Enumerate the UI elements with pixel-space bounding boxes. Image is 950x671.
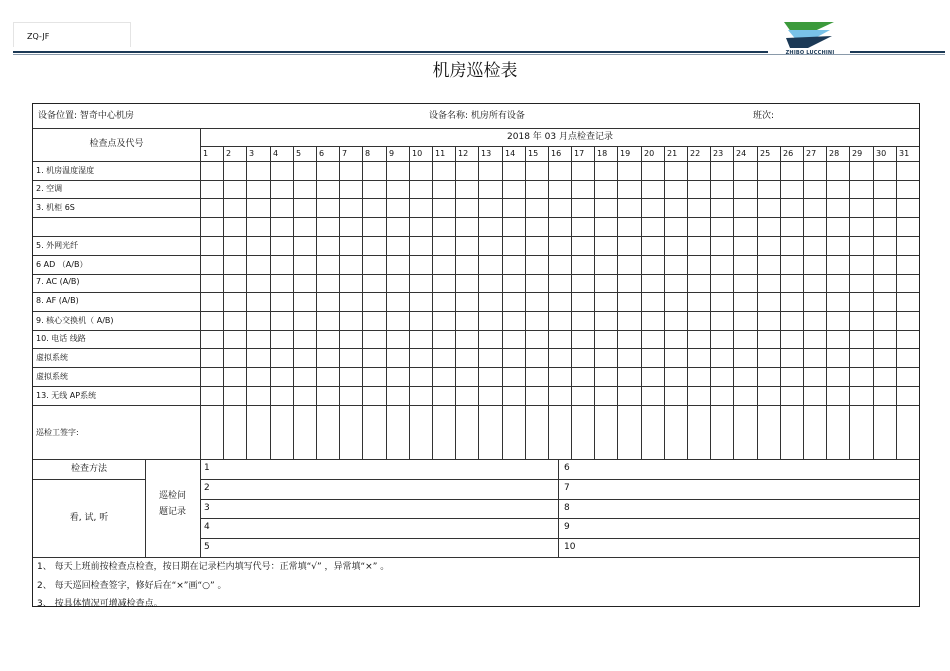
checkpoint-column-divider — [200, 128, 201, 459]
inspection-table — [32, 103, 920, 607]
day-column-line — [455, 146, 456, 459]
day-header: 2 — [226, 149, 232, 158]
record-number: 8 — [564, 503, 570, 513]
record-row-line — [200, 518, 919, 519]
day-column-line — [409, 146, 410, 459]
method-column-divider — [145, 459, 146, 557]
day-column-line — [780, 146, 781, 459]
day-header: 10 — [412, 149, 423, 158]
note-3: 3、 按具体情况可增减检查点。 — [37, 599, 163, 609]
day-header: 20 — [644, 149, 655, 158]
day-column-line — [617, 146, 618, 459]
record-number: 2 — [204, 483, 210, 493]
day-header: 7 — [342, 149, 348, 158]
day-column-line — [386, 146, 387, 459]
method-header: 检查方法 — [70, 464, 107, 474]
day-column-line — [525, 146, 526, 459]
record-number: 3 — [204, 503, 210, 513]
info-row-divider — [33, 128, 919, 129]
day-column-line — [687, 146, 688, 459]
grid-row-line — [33, 311, 919, 312]
day-header: 19 — [620, 149, 631, 158]
day-header: 15 — [528, 149, 539, 158]
day-header: 22 — [690, 149, 701, 158]
day-column-line — [293, 146, 294, 459]
month-title: 2018 年 03 月点检查记录 — [507, 132, 613, 142]
checkpoint-row-label: 虚拟系统 — [36, 353, 68, 362]
grid-row-line — [33, 255, 919, 256]
grid-row-line — [33, 292, 919, 293]
day-column-line — [896, 146, 897, 459]
checkpoint-row-label: 8. AF (A/B) — [36, 296, 79, 305]
checkpoint-row-label: 5. 外网光纤 — [36, 241, 79, 250]
record-number: 7 — [564, 483, 570, 493]
day-header: 27 — [806, 149, 817, 158]
day-header: 21 — [667, 149, 678, 158]
day-header: 28 — [829, 149, 840, 158]
note-2: 2、 每天巡回检查签字，修好后在“×”画“○” 。 — [37, 581, 227, 591]
day-column-line — [803, 146, 804, 459]
grid-row-line — [33, 217, 919, 218]
grid-row-line — [33, 236, 919, 237]
day-header: 9 — [389, 149, 395, 158]
shift-label: 班次: — [753, 111, 775, 121]
record-column-divider — [200, 459, 201, 557]
grid-row-line — [33, 330, 919, 331]
grid-row-line — [33, 348, 919, 349]
day-column-line — [826, 146, 827, 459]
day-column-line — [270, 146, 271, 459]
day-column-line — [502, 146, 503, 459]
record-number: 1 — [204, 463, 210, 473]
grid-row-line — [33, 198, 919, 199]
device-name: 设备名称: 机房所有设备 — [429, 111, 525, 121]
grid-row-line — [33, 180, 919, 181]
day-header: 17 — [574, 149, 585, 158]
checkpoint-row-label: 3. 机柜 6S — [36, 203, 75, 212]
record-number: 9 — [564, 522, 570, 532]
checkpoint-row-label: 2. 空调 — [36, 184, 63, 193]
page-title: 机房巡检表 — [432, 61, 518, 81]
record-row-line — [200, 538, 919, 539]
day-header: 18 — [597, 149, 608, 158]
day-column-line — [478, 146, 479, 459]
record-label-line-1: 巡检问 — [158, 491, 186, 501]
record-number: 10 — [564, 542, 576, 552]
day-header: 12 — [458, 149, 469, 158]
day-header: 31 — [899, 149, 910, 158]
header-rule — [13, 51, 768, 53]
day-header: 29 — [852, 149, 863, 158]
logo-text: ZHIBO LUCCHINI — [785, 50, 835, 56]
day-header: 11 — [435, 149, 446, 158]
day-column-line — [246, 146, 247, 459]
day-column-line — [432, 146, 433, 459]
day-column-line — [223, 146, 224, 459]
day-header: 6 — [319, 149, 325, 158]
checkpoint-row-label: 虚拟系统 — [36, 372, 68, 381]
day-header: 16 — [551, 149, 562, 158]
grid-row-line — [33, 161, 919, 162]
day-header: 30 — [876, 149, 887, 158]
note-1: 1、 每天上班前按检查点检查，按日期在记录栏内填写代号：正常填“√” ，异常填“×” 。 — [37, 562, 390, 572]
grid-row-line — [33, 274, 919, 275]
grid-row-line — [33, 367, 919, 368]
checkpoint-header: 检查点及代号 — [89, 139, 144, 149]
day-column-line — [362, 146, 363, 459]
checkpoint-row-label: 10. 电话 线路 — [36, 334, 86, 343]
day-header: 26 — [783, 149, 794, 158]
day-header: 1 — [203, 149, 209, 158]
method-value: 看, 试, 听 — [69, 513, 109, 523]
record-number: 6 — [564, 463, 570, 473]
checkpoint-row-label: 6 AD （A/B） — [36, 260, 88, 269]
record-label-line-2: 题记录 — [158, 507, 186, 517]
day-column-line — [664, 146, 665, 459]
device-location: 设备位置: 智奇中心机房 — [38, 111, 134, 121]
day-column-line — [733, 146, 734, 459]
day-column-line — [873, 146, 874, 459]
record-row-line — [200, 479, 919, 480]
day-header: 14 — [505, 149, 516, 158]
day-column-line — [757, 146, 758, 459]
document-code-box — [13, 22, 131, 47]
day-column-line — [571, 146, 572, 459]
day-header: 3 — [249, 149, 255, 158]
checkpoint-row-label: 7. AC (A/B) — [36, 277, 80, 286]
day-column-line — [849, 146, 850, 459]
signature-divider — [33, 459, 919, 460]
checkpoint-row-label: 9. 核心交换机（ A/B) — [36, 316, 114, 325]
record-number: 5 — [204, 542, 210, 552]
method-header-divider — [33, 479, 145, 480]
checkpoint-row-label: 13. 无线 AP系统 — [36, 391, 97, 400]
header-rule-right — [850, 51, 945, 53]
day-header: 25 — [760, 149, 771, 158]
day-column-line — [594, 146, 595, 459]
record-label — [145, 488, 200, 520]
day-header: 23 — [713, 149, 724, 158]
grid-row-line — [33, 386, 919, 387]
document-code: ZQ-JF — [27, 32, 50, 41]
grid-row-line — [33, 405, 919, 406]
day-header: 8 — [365, 149, 371, 158]
record-number: 4 — [204, 522, 210, 532]
day-column-line — [548, 146, 549, 459]
day-column-line — [641, 146, 642, 459]
day-header: 24 — [736, 149, 747, 158]
day-header: 4 — [273, 149, 279, 158]
record-mid-divider — [558, 459, 559, 557]
checkpoint-row-label: 1. 机房温度湿度 — [36, 166, 95, 175]
day-column-line — [339, 146, 340, 459]
day-header: 5 — [296, 149, 302, 158]
record-row-line — [200, 499, 919, 500]
notes-divider — [33, 557, 919, 558]
day-header: 13 — [481, 149, 492, 158]
day-column-line — [710, 146, 711, 459]
day-column-line — [316, 146, 317, 459]
signature-label: 巡检工签字: — [36, 428, 79, 437]
